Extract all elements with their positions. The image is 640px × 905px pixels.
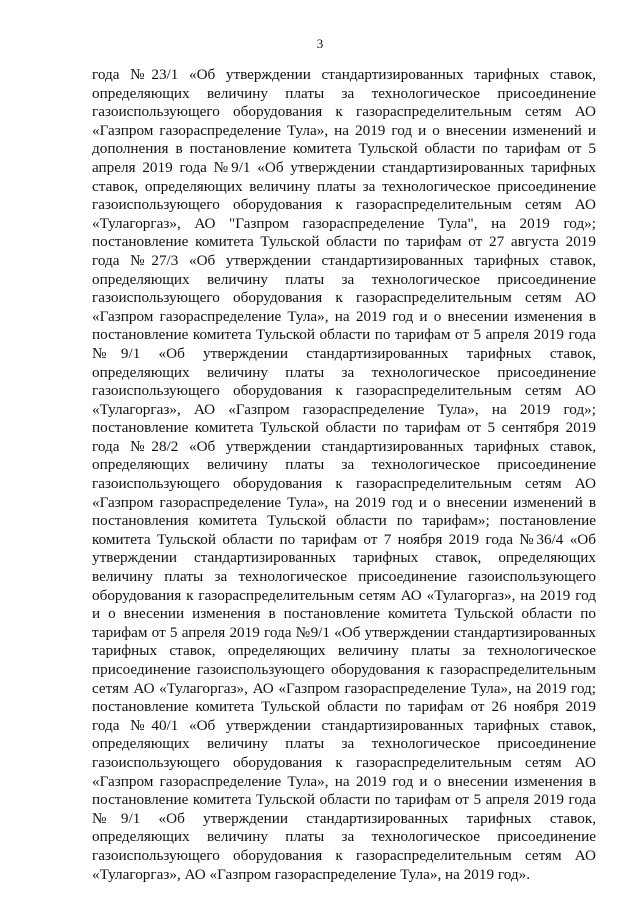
body-paragraph: года №23/1 «Об утверждении стандартизированных тарифных ставок, определяющих величину платы за технологическое присоединение газоиспользующего оборудования к газораспределительным сетям АО «Газпром газораспределение Тула», на 2019 год и о внесении изменений и дополнения в постановление комитета Тульской области по тарифам от 5 апреля 2019 года №9/1 «Об утверждении стандартизированных тарифных ставок, определяющих величину платы за технологическое присоединение газоиспользующего оборудования к газораспределительным сетям АО «Тулагоргаз», АО "Газпром газораспределение Тула", на 2019 год»; постановление комитета Тульской области по тарифам от 27 августа 2019 года №27/3 «Об утверждении стандартизированных тарифных ставок, определяющих величину платы за технологическое присоединение газоиспользующего оборудования к газораспределительным сетям АО «Газпром газораспределение Тула», на 2019 год и о внесении изменения в постановление комитета Тульской области по тарифам от 5 апреля 2019 года №9/1 «Об утверждении стандартизированных тарифных ставок, определяющих величину платы за технологическое присоединение газоиспользующего оборудования к газораспределительным сетям АО «Тулагоргаз», АО «Газпром газораспределение Тула», на 2019 год»; постановление комитета Тульской области по тарифам от 5 сентября 2019 года №28/2 «Об утверждении стандартизированных тарифных ставок, определяющих величину платы за технологическое присоединение газоиспользующего оборудования к газораспределительным сетям АО «Газпром газораспределение Тула», на 2019 год и о внесении изменений в постановления комитета Тульской области по тарифам»; постановление комитета Тульской области по тарифам от 7 ноября 2019 года №36/4 «Об утверждении стандартизированных тарифных ставок, определяющих величину платы за технологическое присоединение газоиспользующего оборудования к газораспределительным сетям АО «Тулагоргаз», на 2019 год и о внесении изменения в постановление комитета Тульской области по тарифам от 5 апреля 2019 года №9/1 «Об утверждении стандартизированных тарифных ставок, определяющих величину платы за технологическое присоединение газоиспользующего оборудования к газораспределительным сетям АО «Тулагоргаз», АО «Газпром газораспределение Тула», на 2019 год; постановление комитета Тульской области по тарифам от 26 ноября 2019 года №40/1 «Об утверждении стандартизированных тарифных ставок, определяющих величину платы за технологическое присоединение газоиспользующего оборудования к газораспределительным сетям АО «Газпром газораспределение Тула», на 2019 год и о внесении изменения в постановление комитета Тульской области по тарифам от 5 апреля 2019 года №9/1 «Об утверждении стандартизированных тарифных ставок, определяющих величину платы за технологическое присоединение газоиспользующего оборудования к газораспределительным сетям АО «Тулагоргаз», АО «Газпром газораспределение Тула», на 2019 год».: [92, 66, 596, 883]
page-number: 3: [316, 36, 324, 51]
